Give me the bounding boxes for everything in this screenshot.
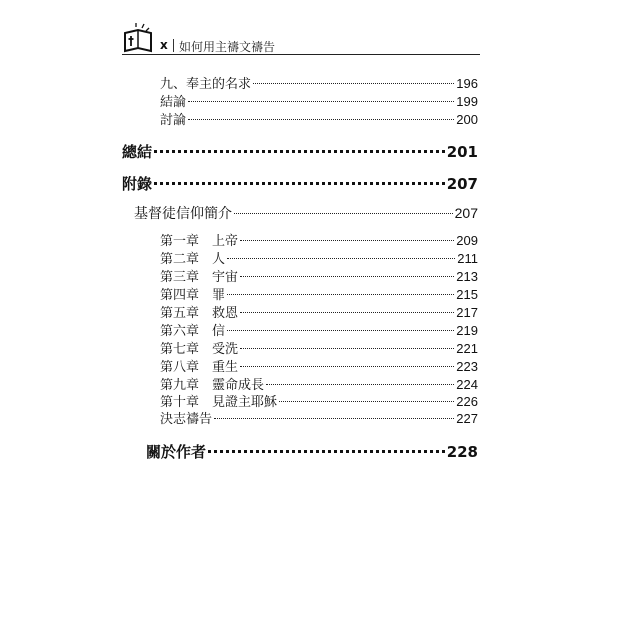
running-header: [122, 22, 480, 56]
dot-leader: [188, 106, 454, 120]
toc-entry-page: 213: [456, 269, 478, 284]
toc-entry-page: 209: [456, 233, 478, 248]
dot-leader: [208, 435, 445, 453]
toc-entry-label: 基督徒信仰簡介: [134, 206, 232, 222]
open-book-cross-icon: [122, 22, 154, 54]
toc-entry-page: 211: [457, 251, 478, 266]
toc-entry-label: 附錄: [122, 175, 153, 193]
toc-entry-page: 196: [456, 76, 478, 91]
book-title: 如何用主禱文禱告: [179, 40, 276, 54]
page-number: x: [160, 38, 168, 52]
dot-leader: [240, 227, 454, 241]
toc-entry-page: 217: [456, 305, 478, 320]
chapter-number: 第六章: [160, 324, 200, 339]
chapter-number: 第十章: [160, 395, 200, 410]
toc-entry-page: 221: [456, 341, 478, 356]
chapter-title: 救恩: [212, 306, 239, 321]
toc-entry-label: 討論: [160, 113, 187, 128]
toc-entry-page: 219: [456, 323, 478, 338]
toc-entry-label: 結論: [160, 95, 187, 110]
dot-leader: [234, 199, 453, 214]
toc-entry-page: 223: [456, 359, 478, 374]
chapter-title: 人: [212, 252, 226, 267]
toc-intro: [134, 203, 478, 223]
toc-entry-page: 200: [456, 112, 478, 127]
toc-appendix: [122, 171, 478, 191]
dot-leader: [214, 405, 454, 419]
chapter-title: 受洗: [212, 342, 239, 357]
toc-entry-label: 九、奉主的名求: [160, 77, 252, 92]
toc-decision: [160, 408, 478, 426]
dot-leader: [279, 388, 454, 402]
dot-leader: [253, 70, 454, 84]
chapter-title: 信: [212, 324, 226, 339]
chapter-title: 靈命成長: [212, 378, 265, 393]
chapter-number: 第三章: [160, 270, 200, 285]
toc-entry-page: 199: [456, 94, 478, 109]
toc-entry-label: 決志禱告: [160, 412, 213, 427]
chapter-title: 上帝: [212, 234, 239, 249]
toc-entry-page: 207: [446, 175, 478, 193]
chapter-number: 第七章: [160, 342, 200, 357]
header-separator: [173, 39, 174, 52]
dot-leader: [266, 371, 454, 385]
toc-summary: [122, 139, 478, 159]
dot-leader: [154, 135, 445, 153]
toc-entry-label: 總結: [122, 143, 153, 161]
chapter-title: 見證主耶穌: [212, 395, 278, 410]
toc-entry-page: 226: [456, 394, 478, 409]
toc-entry: [160, 109, 478, 127]
toc-entry-page: 207: [454, 205, 478, 221]
dot-leader: [240, 353, 454, 367]
dot-leader: [154, 167, 445, 185]
toc-entry-page: 224: [456, 377, 478, 392]
chapter-number: 第二章: [160, 252, 200, 267]
header-rule: [122, 54, 480, 55]
chapter-number: 第五章: [160, 306, 200, 321]
chapter-number: 第八章: [160, 360, 200, 375]
dot-leader: [227, 245, 455, 259]
dot-leader: [227, 281, 454, 295]
toc-entry-page: 227: [456, 411, 478, 426]
chapter-title: 宇宙: [212, 270, 239, 285]
toc-entry-page: 201: [446, 143, 478, 161]
toc-author: [146, 439, 478, 459]
chapter-number: 第九章: [160, 378, 200, 393]
chapter-title: 罪: [212, 288, 226, 303]
chapter-number: 第一章: [160, 234, 200, 249]
dot-leader: [227, 317, 454, 331]
dot-leader: [240, 335, 454, 349]
dot-leader: [240, 299, 454, 313]
dot-leader: [188, 88, 454, 102]
toc-entry-label: 關於作者: [146, 443, 207, 461]
toc-entry-page: 228: [446, 443, 478, 461]
chapter-title: 重生: [212, 360, 239, 375]
toc-entry-page: 215: [456, 287, 478, 302]
dot-leader: [240, 263, 454, 277]
chapter-number: 第四章: [160, 288, 200, 303]
